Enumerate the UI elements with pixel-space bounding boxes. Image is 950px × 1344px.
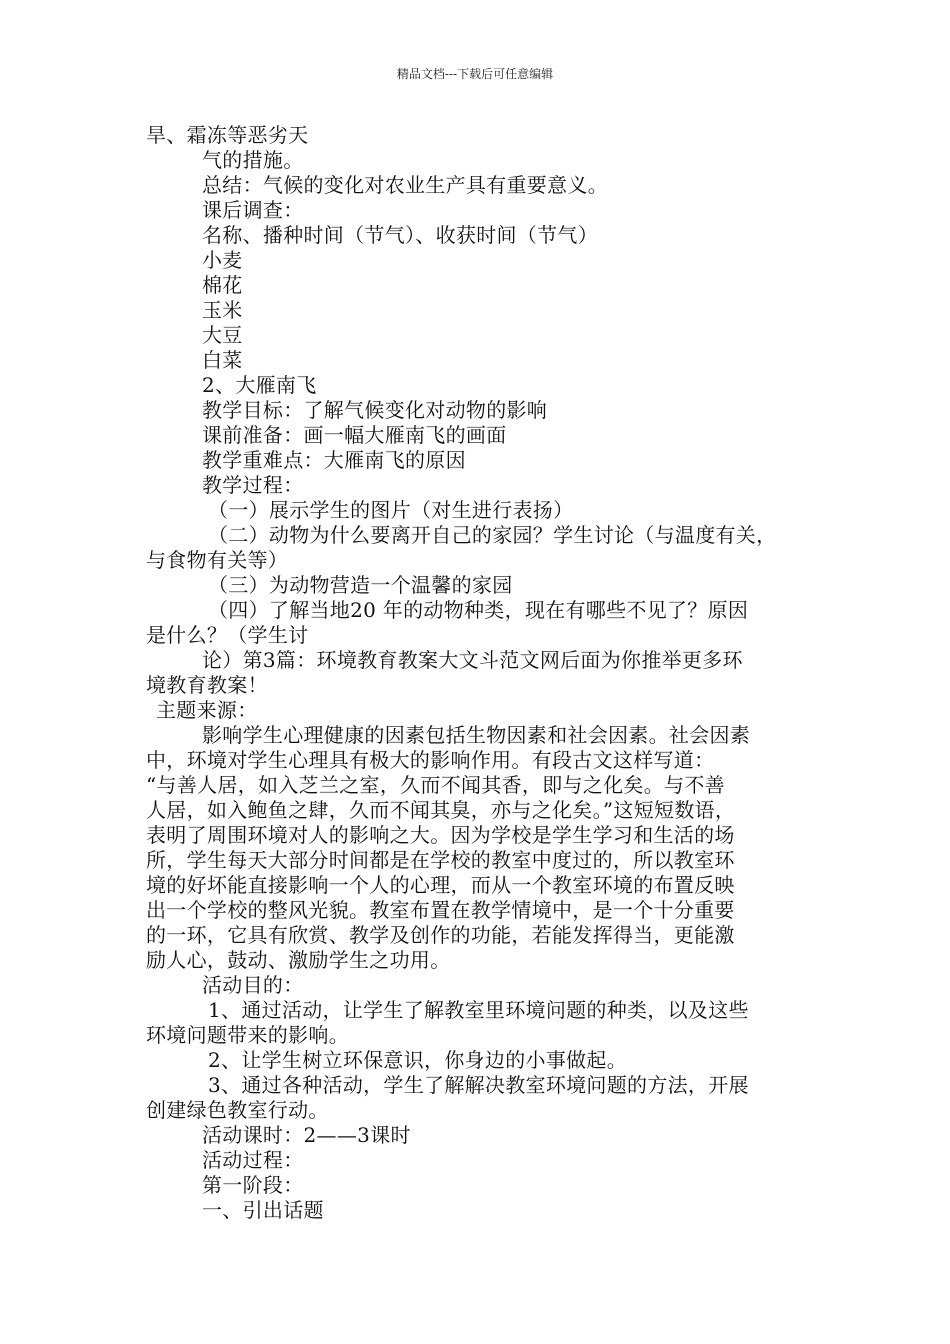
text-line: 活动课时：2——3课时 xyxy=(202,1123,411,1147)
text-line: 是什么？（学生讨 xyxy=(146,623,309,647)
text-line: 活动目的： xyxy=(202,973,304,997)
text-line: 气的措施。 xyxy=(202,148,304,172)
text-line: 影响学生心理健康的因素包括生物因素和社会因素。社会因素 xyxy=(202,723,751,747)
text-line: （三）为动物营造一个温馨的家园 xyxy=(208,573,513,597)
text-line: 教学过程： xyxy=(202,473,304,497)
text-line: 活动过程： xyxy=(202,1148,304,1172)
text-line: 出一个学校的整风光貌。教室布置在教学情境中，是一个十分重要 xyxy=(146,898,735,922)
text-line: 第一阶段： xyxy=(202,1173,304,1197)
page-header: 精品文档---下载后可任意编辑 xyxy=(396,67,554,81)
text-line: 教学重难点：大雁南飞的原因 xyxy=(202,448,466,472)
text-line: 大豆 xyxy=(202,323,243,347)
text-line: 一、引出话题 xyxy=(202,1198,324,1222)
text-line: 白菜 xyxy=(202,348,243,372)
text-line: 所，学生每天大部分时间都是在学校的教室中度过的，所以教室环 xyxy=(146,848,735,872)
text-line: 棉花 xyxy=(202,273,243,297)
text-line: 总结：气候的变化对农业生产具有重要意义。 xyxy=(202,173,608,197)
text-line: 玉米 xyxy=(202,298,243,322)
text-line: （一）展示学生的图片（对生进行表扬） xyxy=(208,498,574,522)
document-body xyxy=(146,123,826,1223)
text-line: 中，环境对学生心理具有极大的影响作用。有段古文这样写道： xyxy=(146,748,715,772)
text-line: 课后调查： xyxy=(202,198,304,222)
text-line: 论）第3篇：环境教育教案大文斗范文网后面为你推举更多环 xyxy=(202,648,743,672)
text-line: 与食物有关等） xyxy=(146,548,289,572)
text-line: 名称、播种时间（节气）、收获时间（节气） xyxy=(202,223,598,247)
text-line: 的一环，它具有欣赏、教学及创作的功能，若能发挥得当，更能激 xyxy=(146,923,735,947)
text-line: 境教育教案！ xyxy=(146,673,268,697)
text-line: “与善人居，如入芝兰之室，久而不闻其香，即与之化矣。与不善 xyxy=(146,773,725,797)
text-line: 1、通过活动，让学生了解教室里环境问题的种类，以及这些 xyxy=(208,998,749,1022)
text-line: 人居，如入鲍鱼之肆，久而不闻其臭，亦与之化矣。”这短短数语， xyxy=(146,798,736,822)
text-line: （二）动物为什么要离开自己的家园？学生讨论（与温度有关， xyxy=(208,523,777,547)
text-line: 主题来源： xyxy=(156,698,258,722)
text-line: （四）了解当地20 年的动物种类，现在有哪些不见了？原因 xyxy=(208,598,749,622)
text-line: 2、让学生树立环保意识，你身边的小事做起。 xyxy=(208,1048,628,1072)
text-line: 励人心，鼓动、激励学生之功用。 xyxy=(146,948,451,972)
text-line: 旱、霜冻等恶劣天 xyxy=(146,123,309,147)
text-line: 小麦 xyxy=(202,248,243,272)
text-line: 课前准备：画一幅大雁南飞的画面 xyxy=(202,423,507,447)
text-line: 教学目标：了解气候变化对动物的影响 xyxy=(202,398,548,422)
text-line: 2、大雁南飞 xyxy=(202,373,317,397)
text-line: 环境问题带来的影响。 xyxy=(146,1023,349,1047)
text-line: 境的好坏能直接影响一个人的心理，而从一个教室环境的布置反映 xyxy=(146,873,735,897)
text-line: 表明了周围环境对人的影响之大。因为学校是学生学习和生活的场 xyxy=(146,823,735,847)
text-line: 3、通过各种活动，学生了解解决教室环境问题的方法，开展 xyxy=(208,1073,749,1097)
text-line: 创建绿色教室行动。 xyxy=(146,1098,329,1122)
